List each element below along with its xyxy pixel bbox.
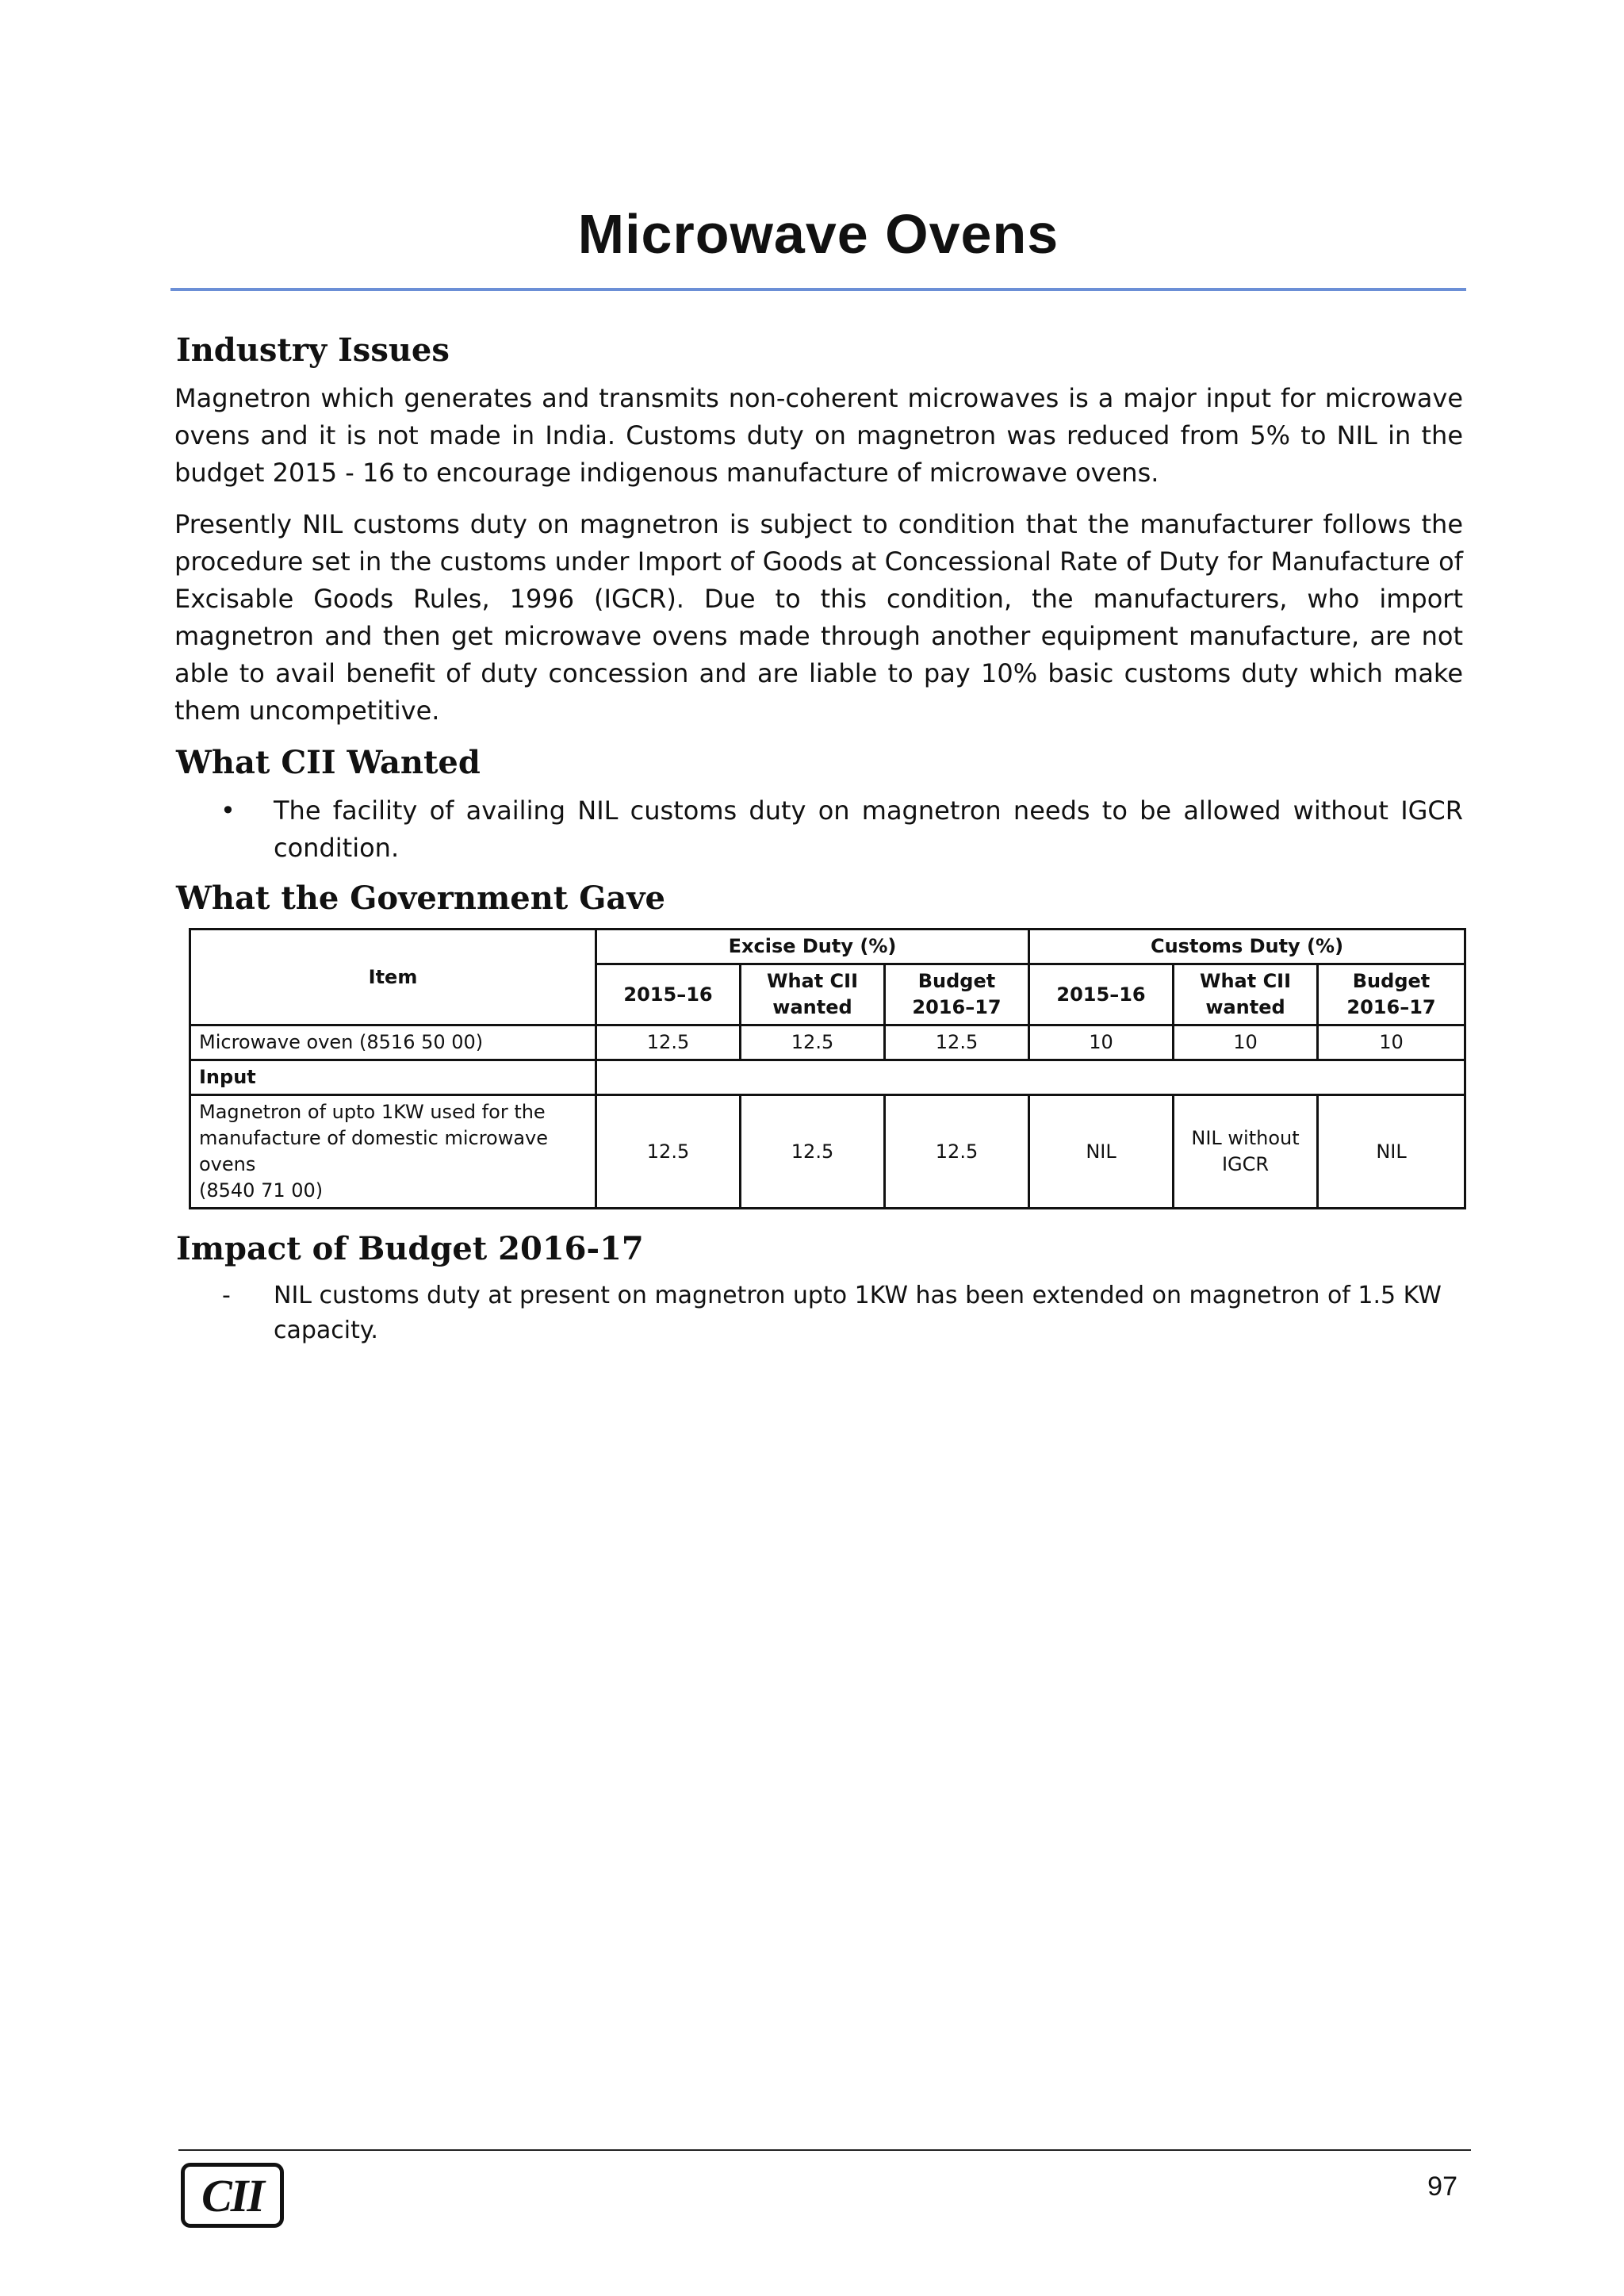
list-item	[174, 792, 1463, 867]
value-cell: 12.5	[885, 1095, 1029, 1209]
title-underline	[170, 288, 1466, 291]
cii-wanted-list	[174, 792, 1463, 867]
subheader-cell: 2015–16	[596, 964, 741, 1025]
table-row-input	[190, 1060, 1465, 1095]
customs-duty-header: Customs Duty (%)	[1029, 930, 1465, 964]
item-code: (8540 71 00)	[199, 1179, 324, 1202]
subheader-cell: Budget 2016–17	[1318, 964, 1465, 1025]
list-item	[174, 1278, 1463, 1348]
page-title: Microwave Ovens	[577, 203, 1059, 265]
industry-issues-heading: Industry Issues	[176, 332, 450, 369]
value-cell: 12.5	[741, 1095, 885, 1209]
main-content	[174, 332, 1463, 1348]
table-row	[190, 1095, 1465, 1209]
value-cell: NIL	[1318, 1095, 1465, 1209]
value-cell: 12.5	[596, 1095, 741, 1209]
excise-duty-header: Excise Duty (%)	[596, 930, 1029, 964]
government-gave-heading: What the Government Gave	[176, 880, 665, 917]
cii-wanted-heading: What CII Wanted	[176, 744, 481, 781]
item-description: Magnetron of upto 1KW used for the manufacture of domestic microwave ovens	[199, 1101, 549, 1175]
government-gave-section	[174, 880, 1463, 1209]
value-cell: 10	[1318, 1025, 1465, 1060]
industry-paragraph-2: Presently NIL customs duty on magnetron is subject to condition that the manufacturer follows the procedure set in the customs under Import of Goods at Concessional Rate of Duty for Manufacture of Excisable Goods Rules, 1996 (IGCR). Due to this condition, the manufacturers, who import magnetron and then get microwave ovens made through another equipment manufacture, are not able to avail benefit of duty concession and are liable to pay 10% basic customs duty which make them uncompetitive.	[174, 509, 1463, 726]
subheader-cell: What CII wanted	[741, 964, 885, 1025]
cii-logo: CII	[181, 2163, 284, 2228]
value-cell: 12.5	[741, 1025, 885, 1060]
item-cell: Microwave oven (8516 50 00)	[190, 1025, 596, 1060]
duty-table	[189, 928, 1466, 1209]
cii-wanted-section	[174, 744, 1463, 867]
table-row	[190, 1025, 1465, 1060]
value-cell: NIL without IGCR	[1174, 1095, 1318, 1209]
item-header: Item	[190, 930, 596, 1025]
value-cell: 12.5	[885, 1025, 1029, 1060]
list-item-text: NIL customs duty at present on magnetron upto 1KW has been extended on magnetron of 1.5 KW capacity.	[274, 1282, 1442, 1344]
bullet-icon: •	[220, 795, 236, 826]
impact-section	[174, 1230, 1463, 1348]
page-number: 97	[1427, 2171, 1457, 2202]
table-header-row	[190, 930, 1465, 964]
industry-paragraph-1: Magnetron which generates and transmits non-coherent microwaves is a major input for microwave ovens and it is not made in India. Customs duty on magnetron was reduced from 5% to NIL in the budget 2015 - 16 to encourage indigenous manufacture of microwave ovens.	[174, 383, 1463, 488]
subheader-cell: 2015–16	[1029, 964, 1174, 1025]
footer-divider	[178, 2149, 1471, 2151]
list-item-text: The facility of availing NIL customs duty on magnetron needs to be allowed without IGCR condition.	[274, 795, 1463, 863]
dash-icon: -	[222, 1282, 231, 1309]
subheader-cell: What CII wanted	[1174, 964, 1318, 1025]
industry-issues-section	[174, 332, 1463, 730]
value-cell: 10	[1029, 1025, 1174, 1060]
impact-list	[174, 1278, 1463, 1348]
value-cell: 12.5	[596, 1025, 741, 1060]
value-cell: NIL	[1029, 1095, 1174, 1209]
empty-cell	[596, 1060, 1465, 1095]
subheader-cell: Budget 2016–17	[885, 964, 1029, 1025]
item-cell	[190, 1095, 596, 1209]
value-cell: 10	[1174, 1025, 1318, 1060]
input-label-cell: Input	[190, 1060, 596, 1095]
impact-heading: Impact of Budget 2016-17	[176, 1230, 644, 1267]
